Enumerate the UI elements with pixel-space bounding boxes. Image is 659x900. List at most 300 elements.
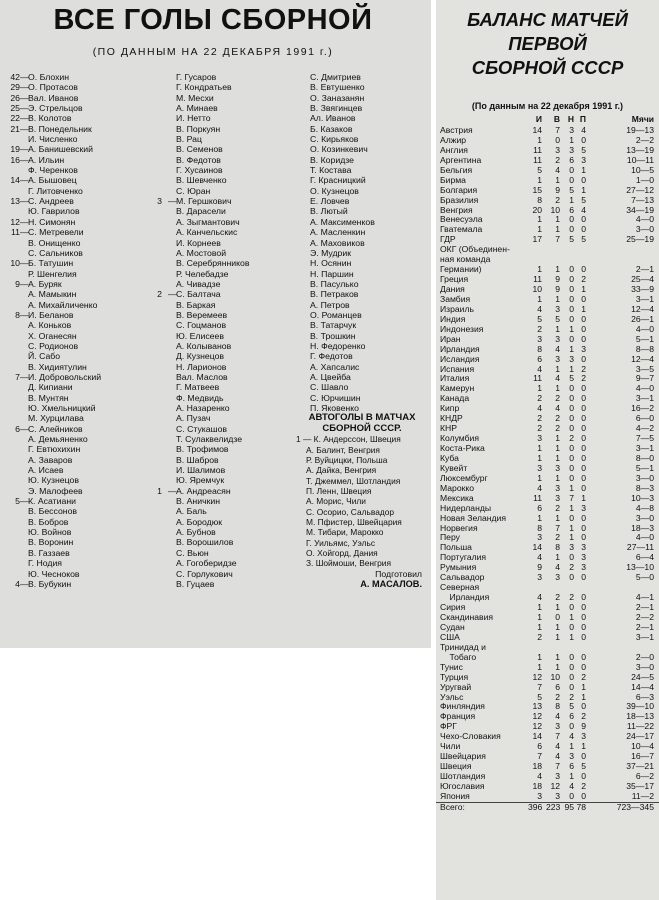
stat-value: 396 (528, 801, 543, 812)
scorer-row (152, 455, 292, 465)
scorer-row (152, 175, 292, 185)
scorer-name: В. Веремеев (176, 309, 228, 320)
signature-name: А. МАСАЛОВ. (360, 579, 422, 590)
autogoal-row: С. Осорио, Сальвадор (306, 506, 395, 517)
scorer-name: А. Хапсалис (310, 361, 360, 372)
scorer-row (4, 403, 144, 413)
stat-value: 14 (532, 731, 542, 742)
scorer-row (296, 165, 428, 175)
scorer-name: О. Романцев (310, 309, 362, 320)
scorer-row (152, 238, 292, 248)
scorer-row (152, 279, 292, 289)
scorer-row (4, 372, 144, 382)
stat-value: 4 (569, 780, 574, 791)
goals-value: 9—7 (635, 373, 654, 384)
country-name: Индонезия (440, 323, 484, 334)
table-row (436, 126, 659, 136)
scorer-row (296, 124, 428, 134)
stat-value: 4 (581, 204, 586, 215)
scorer-row (296, 175, 428, 185)
goals-value: 27—11 (626, 542, 654, 553)
balance-article (436, 0, 659, 900)
stat-value: 0 (581, 572, 586, 583)
dash: — (20, 123, 29, 134)
autogoal-row: З. Шоймоши, Венгрия (306, 558, 391, 569)
stat-value: 6 (537, 741, 542, 752)
stat-value: 3 (569, 353, 574, 364)
stat-value: 7 (537, 751, 542, 762)
country-name: Финляндия (440, 701, 485, 712)
scorer-row (4, 82, 144, 92)
scorer-row (152, 351, 292, 361)
stat-value: 5 (537, 691, 542, 702)
goals-value: 2—1 (635, 264, 654, 275)
scorer-row (4, 351, 144, 361)
scorer-row (296, 206, 428, 216)
country-name: Тунис (440, 661, 463, 672)
stat-value: 0 (569, 333, 574, 344)
country-name: Испания (440, 363, 475, 374)
scorer-row (296, 93, 428, 103)
goal-count: 7 (15, 371, 20, 382)
stat-value: 2 (537, 423, 542, 434)
country-name: Швеция (440, 761, 472, 772)
table-row (436, 712, 659, 722)
goals-value: 10—3 (631, 492, 654, 503)
stat-value: 4 (537, 592, 542, 603)
scorer-row (4, 496, 144, 506)
scorer-name: С. Сальников (28, 247, 83, 258)
country-name: Бразилия (440, 194, 479, 205)
stat-value: 1 (569, 771, 574, 782)
stat-value: 5 (555, 313, 560, 324)
country-name: Кувейт (440, 462, 468, 473)
stat-value: 0 (581, 472, 586, 483)
stat-value: 3 (537, 333, 542, 344)
table-row (436, 683, 659, 693)
scorer-name: Г. Хусаинов (176, 165, 223, 176)
goal-count: 29 (10, 82, 20, 93)
scorer-row (4, 258, 144, 268)
table-row (436, 384, 659, 394)
country-name: Камерун (440, 383, 475, 394)
stat-value: 1 (555, 433, 560, 444)
stat-value: 0 (569, 284, 574, 295)
goal-count: 10 (10, 258, 20, 269)
table-row (436, 325, 659, 335)
stat-value: 4 (537, 363, 542, 374)
goal-count: 5 (15, 496, 20, 507)
stat-value: 1 (581, 741, 586, 752)
country-name: Бельгия (440, 164, 473, 175)
autogoal-row: Т. Джеммел, Шотландия (306, 475, 401, 486)
scorer-row (152, 444, 292, 454)
article-subtitle: (ПО ДАННЫМ НА 22 ДЕКАБРЯ 1991 г.) (92, 46, 334, 58)
scorer-name: Х. Оганесян (28, 330, 77, 341)
stat-value: 0 (569, 383, 574, 394)
stat-value: 78 (576, 801, 586, 812)
stat-value: 0 (581, 413, 586, 424)
stat-value: 1 (569, 323, 574, 334)
country-name: КНР (440, 423, 457, 434)
scorer-row (4, 537, 144, 547)
scorer-name: В. Звягинцев (310, 103, 363, 114)
scorer-name: Н. Федоренко (310, 340, 366, 351)
stat-value: 4 (555, 164, 560, 175)
stat-value: 0 (581, 790, 586, 801)
scorer-row (296, 341, 428, 351)
stat-value: 1 (555, 452, 560, 463)
scorer-name: А. Демьяненко (28, 434, 88, 445)
scorer-row (296, 269, 428, 279)
scorer-name: С. Стукашов (176, 423, 228, 434)
scorer-name: М. Гершкович (176, 196, 232, 207)
scorer-name: Т. Костава (310, 165, 352, 176)
stat-value: 0 (569, 303, 574, 314)
scorer-name: В. Трошкин (310, 330, 356, 341)
scorer-row (152, 362, 292, 372)
scorer-row (4, 320, 144, 330)
stat-value: 0 (555, 612, 560, 623)
country-name: Всего: (440, 801, 465, 812)
scorer-name: А. Заваров (28, 454, 73, 465)
country-name: Англия (440, 144, 468, 155)
country-name: Израиль (440, 303, 474, 314)
goals-value: 3—1 (635, 393, 654, 404)
scorer-row (152, 424, 292, 434)
scorer-name: С. Шавло (310, 382, 349, 393)
scorer-name: А. Бородюк (176, 516, 223, 527)
stat-value: 2 (569, 691, 574, 702)
table-row (436, 394, 659, 404)
scorer-name: А. Зыгмантович (176, 216, 240, 227)
stat-value: 2 (537, 631, 542, 642)
stat-value: 3 (555, 303, 560, 314)
scorer-row (152, 248, 292, 258)
country-name: Марокко (440, 482, 474, 493)
stat-value: 3 (555, 771, 560, 782)
stat-value: 0 (581, 592, 586, 603)
country-name: ОКГ (Объединен- ная команда Германии) (440, 244, 510, 275)
stat-value: 0 (581, 383, 586, 394)
stat-value: 0 (569, 602, 574, 613)
scorer-row (296, 227, 428, 237)
scorer-row (152, 517, 292, 527)
scorer-row (4, 124, 144, 134)
goals-value: 33—9 (631, 284, 654, 295)
country-name: Коста-Рика (440, 443, 485, 454)
scorer-name: В. Татарчук (310, 320, 357, 331)
dash: — (20, 175, 29, 186)
stat-value: 7 (537, 681, 542, 692)
scorer-name: Р. Челебадзе (176, 268, 229, 279)
header-drawn: Н (567, 114, 574, 124)
stat-value: 4 (537, 771, 542, 782)
stat-value: 4 (569, 731, 574, 742)
stat-value: 18 (532, 761, 542, 772)
stat-value: 9 (555, 284, 560, 295)
scorer-row (152, 569, 292, 579)
stat-value: 2 (555, 423, 560, 434)
scorer-name: А. Банишевский (28, 144, 93, 155)
stat-value: 1 (537, 224, 542, 235)
scorer-name: А. Назаренко (176, 403, 230, 413)
goals-value: 3—1 (635, 293, 654, 304)
goals-value: 723—345 (616, 801, 654, 812)
stat-value: 4 (555, 373, 560, 384)
scorer-row (4, 103, 144, 113)
stat-value: 1 (555, 214, 560, 225)
country-name: Греция (440, 274, 469, 285)
scorer-name: В. Хидиятулин (28, 361, 87, 372)
stat-value: 0 (569, 790, 574, 801)
stat-value: 1 (569, 612, 574, 623)
goal-count: 21 (10, 123, 20, 134)
stat-value: 9 (581, 721, 586, 732)
stat-value: 1 (555, 602, 560, 613)
stat-value: 0 (581, 313, 586, 324)
stat-value: 1 (569, 631, 574, 642)
country-name: Турция (440, 671, 469, 682)
goals-value: 6—3 (635, 691, 654, 702)
scorer-name: А. Минаев (176, 103, 218, 114)
scorer-name: И. Добровольский (28, 371, 102, 382)
scorer-name: Ю. Елисеев (176, 330, 224, 341)
stat-value: 0 (581, 174, 586, 185)
stat-value: 7 (555, 522, 560, 533)
scorer-name: А. Петров (310, 299, 350, 310)
scorer-row (152, 496, 292, 506)
balance-title-line: СБОРНОЙ СССР (471, 57, 624, 78)
scorers-column-3 (296, 72, 428, 590)
stat-value: 12 (532, 671, 542, 682)
scorer-name: А. Максименков (310, 216, 375, 227)
stat-value: 0 (581, 532, 586, 543)
scorer-name: Н. Осянин (310, 258, 352, 269)
dash: — (20, 196, 29, 207)
goals-value: 25—19 (626, 234, 654, 245)
country-name: Болгария (440, 184, 478, 195)
scorer-name: А. Бубнов (176, 527, 216, 538)
country-name: Румыния (440, 562, 477, 573)
scorer-name: А. Масленкин (310, 227, 366, 238)
stat-value: 14 (532, 542, 542, 553)
scorer-row (152, 217, 292, 227)
stat-value: 11 (533, 373, 542, 384)
stat-value: 0 (569, 224, 574, 235)
scorer-row (4, 206, 144, 216)
scorer-name: С. Андреев (28, 196, 74, 207)
stat-value: 7 (569, 492, 574, 503)
goal-count: 16 (10, 154, 20, 165)
table-row (436, 583, 659, 603)
goals-value: 24—5 (631, 671, 654, 682)
table-row (436, 663, 659, 673)
balance-table (436, 126, 659, 813)
stat-value: 0 (581, 482, 586, 493)
scorer-name: Б. Казаков (310, 123, 353, 134)
stat-value: 4 (555, 741, 560, 752)
country-name: Сальвадор (440, 572, 485, 583)
scorer-row (152, 134, 292, 144)
country-name: Северная Ирландия (440, 582, 490, 603)
stat-value: 11 (533, 154, 542, 165)
stat-value: 1 (555, 264, 560, 275)
stat-value: 1 (555, 293, 560, 304)
stat-value: 1 (537, 612, 542, 623)
scorer-name: Г. Кондратьев (176, 82, 232, 93)
goal-count: 2 (157, 289, 162, 300)
country-name: ФРГ (440, 721, 457, 732)
scorer-row (152, 382, 292, 392)
scorer-row (296, 362, 428, 372)
scorer-row (4, 310, 144, 320)
scorer-name: В. Шабров (176, 454, 219, 465)
country-name: Югославия (440, 780, 485, 791)
scorer-row (4, 144, 144, 154)
stat-value: 2 (555, 691, 560, 702)
stat-value: 0 (569, 403, 574, 414)
scorer-row (152, 72, 292, 82)
country-name: Италия (440, 373, 470, 384)
scorer-name: Н. Симонян (28, 216, 76, 227)
scorer-name: О. Протасов (28, 82, 78, 93)
scorer-row (152, 372, 292, 382)
scorer-row (4, 165, 144, 175)
stat-value: 1 (537, 602, 542, 613)
scorer-row (4, 486, 144, 496)
scorer-row (4, 217, 144, 227)
scorer-name: Н. Ларионов (176, 361, 227, 372)
scorer-name: Вал. Иванов (28, 92, 79, 103)
scorer-name: Н. Паршин (310, 268, 354, 279)
stat-value: 1 (537, 452, 542, 463)
scorer-row (152, 206, 292, 216)
scorer-name: П. Яковенко (310, 403, 359, 413)
stat-value: 5 (581, 234, 586, 245)
stat-value: 3 (569, 542, 574, 553)
scorer-row (4, 548, 144, 558)
stat-value: 2 (537, 323, 542, 334)
dash: — (20, 72, 29, 82)
goal-count: 1 (157, 485, 162, 496)
scorer-name: М. Хурцилава (28, 413, 84, 424)
goals-value: 27—12 (626, 184, 654, 195)
scorer-row (152, 558, 292, 568)
stat-value: 12 (532, 711, 542, 722)
country-name: Бирма (440, 174, 466, 185)
country-name: Португалия (440, 552, 487, 563)
stat-value: 1 (555, 552, 560, 563)
scorer-name: Г. Литовченко (28, 185, 83, 196)
scorer-row (4, 300, 144, 310)
scorer-name: Т. Сулаквелидзе (176, 434, 243, 445)
balance-title (436, 8, 659, 80)
scorers-column-2 (152, 72, 292, 589)
stat-value: 4 (555, 403, 560, 414)
scorer-row (4, 269, 144, 279)
stat-value: 1 (555, 512, 560, 523)
stat-value: 4 (537, 303, 542, 314)
scorer-name: Д. Кузнецов (176, 351, 225, 362)
stat-value: 3 (537, 572, 542, 583)
scorer-row (4, 579, 144, 589)
stat-value: 5 (569, 701, 574, 712)
stat-value: 1 (555, 631, 560, 642)
goals-value: 6—0 (635, 413, 654, 424)
goals-value: 3—0 (635, 472, 654, 483)
stat-value: 3 (569, 125, 574, 135)
stat-value: 7 (555, 234, 560, 245)
goals-value: 2—1 (635, 621, 654, 632)
scorer-name: И. Шалимов (176, 465, 226, 476)
stat-value: 1 (555, 323, 560, 334)
goals-value: 18—3 (631, 522, 654, 533)
scorer-row (4, 569, 144, 579)
scorer-row (4, 393, 144, 403)
stat-value: 0 (555, 134, 560, 145)
stat-value: 1 (581, 681, 586, 692)
stat-value: 5 (581, 194, 586, 205)
scorer-row (4, 444, 144, 454)
scorer-name: В. Дарасели (176, 206, 226, 217)
stat-value: 0 (569, 423, 574, 434)
balance-subtitle: (По данным на 22 декабря 1991 г.) (471, 101, 624, 111)
scorer-name: В. Серебрянников (176, 258, 250, 269)
stat-value: 4 (555, 751, 560, 762)
stat-value: 4 (537, 403, 542, 414)
goal-count: 3 (157, 196, 162, 207)
goal-count: 12 (10, 216, 20, 227)
scorer-name: А. Мостовой (176, 247, 227, 258)
stat-value: 5 (581, 144, 586, 155)
scorer-name: С. Юрчишин (310, 392, 361, 403)
scorer-row (4, 248, 144, 258)
scorer-name: В. Баркая (176, 299, 216, 310)
goals-value: 7—5 (635, 433, 654, 444)
scorer-row (4, 434, 144, 444)
scorer-row (296, 289, 428, 299)
stat-value: 0 (569, 293, 574, 304)
scorer-row (4, 93, 144, 103)
goals-value: 13—10 (626, 562, 654, 573)
scorer-name: В. Бобров (28, 516, 69, 527)
scorer-row (296, 186, 428, 196)
scorer-row (296, 258, 428, 268)
scorer-name: В. Воронин (28, 537, 74, 548)
stat-value: 0 (569, 572, 574, 583)
goals-value: 4—8 (635, 502, 654, 513)
country-name: Замбия (440, 293, 471, 304)
stat-value: 2 (555, 154, 560, 165)
dash: — (20, 92, 29, 103)
scorer-row (152, 227, 292, 237)
stat-value: 0 (581, 214, 586, 225)
scorer-name: Э. Стрельцов (28, 103, 83, 114)
scorer-row (4, 134, 144, 144)
stat-value: 3 (581, 542, 586, 553)
stat-value: 0 (581, 333, 586, 344)
goals-value: 12—4 (631, 303, 654, 314)
stat-value: 0 (581, 751, 586, 762)
scorer-row (4, 475, 144, 485)
stat-value: 0 (581, 771, 586, 782)
goals-value: 4—0 (635, 214, 654, 225)
scorer-name: Вал. Маслов (176, 371, 228, 382)
stat-value: 5 (537, 313, 542, 324)
autogoal-row: О. Хойгорд, Дания (306, 548, 378, 559)
autogoal-row: Р. Вуйцицки, Польша (306, 455, 388, 466)
